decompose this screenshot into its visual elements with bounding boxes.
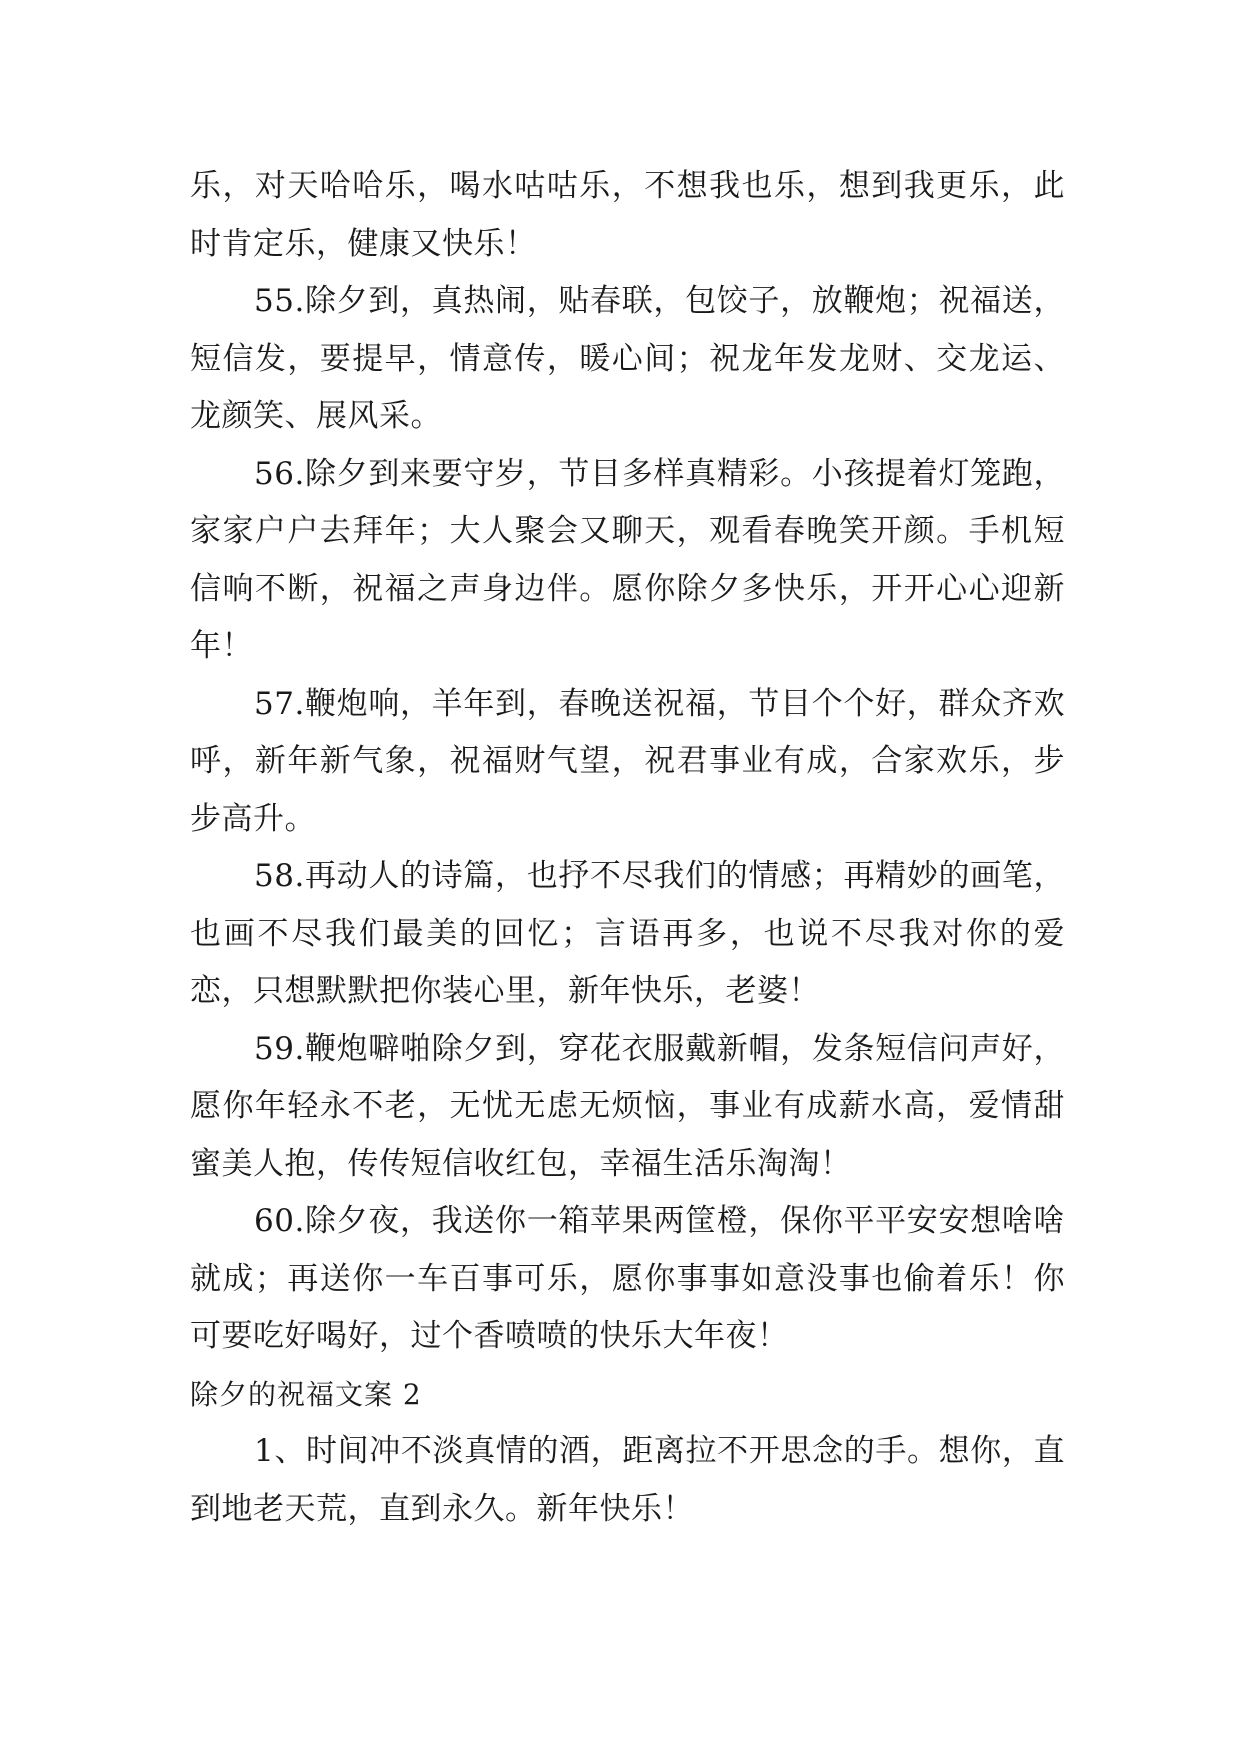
document-body: [190, 158, 1065, 1538]
paragraph-60: 60.除夕夜，我送你一箱苹果两筐橙，保你平平安安想啥啥就成；再送你一车百事可乐，愿你事事如意没事也偷着乐！你可要吃好喝好，过个香喷喷的快乐大年夜！: [190, 1203, 1065, 1354]
paragraph-56: 56.除夕到来要守岁，节目多样真精彩。小孩提着灯笼跑，家家户户去拜年；大人聚会又聊天，观看春晚笑开颜。手机短信响不断，祝福之声身边伴。愿你除夕多快乐，开开心心迎新年！: [190, 455, 1065, 664]
section-paragraph-1: 1、时间冲不淡真情的酒，距离拉不开思念的手。想你，直到地老天荒，直到永久。新年快乐！: [190, 1433, 1065, 1527]
paragraph-59: 59.鞭炮噼啪除夕到，穿花衣服戴新帽，发条短信问声好，愿你年轻永不老，无忧无虑无烦恼，事业有成薪水高，爱情甜蜜美人抱，传传短信收红包，幸福生活乐淘淘！: [190, 1030, 1065, 1182]
paragraph-57: 57.鞭炮响，羊年到，春晚送祝福，节目个个好，群众齐欢呼，新年新气象，祝福财气望，祝君事业有成，合家欢乐，步步高升。: [190, 685, 1065, 837]
section-heading: 除夕的祝福文案 2: [190, 1377, 422, 1411]
paragraph-58: 58.再动人的诗篇，也抒不尽我们的情感；再精妙的画笔，也画不尽我们最美的回忆；言语再多，也说不尽我对你的爱恋，只想默默把你装心里，新年快乐，老婆！: [190, 858, 1065, 1009]
paragraph-continued: 乐，对天哈哈乐，喝水咕咕乐，不想我也乐，想到我更乐，此时肯定乐，健康又快乐！: [190, 168, 1065, 262]
paragraph-55: 55.除夕到，真热闹，贴春联，包饺子，放鞭炮；祝福送，短信发，要提早，情意传，暖心间；祝龙年发龙财、交龙运、龙颜笑、展风采。: [190, 283, 1065, 434]
